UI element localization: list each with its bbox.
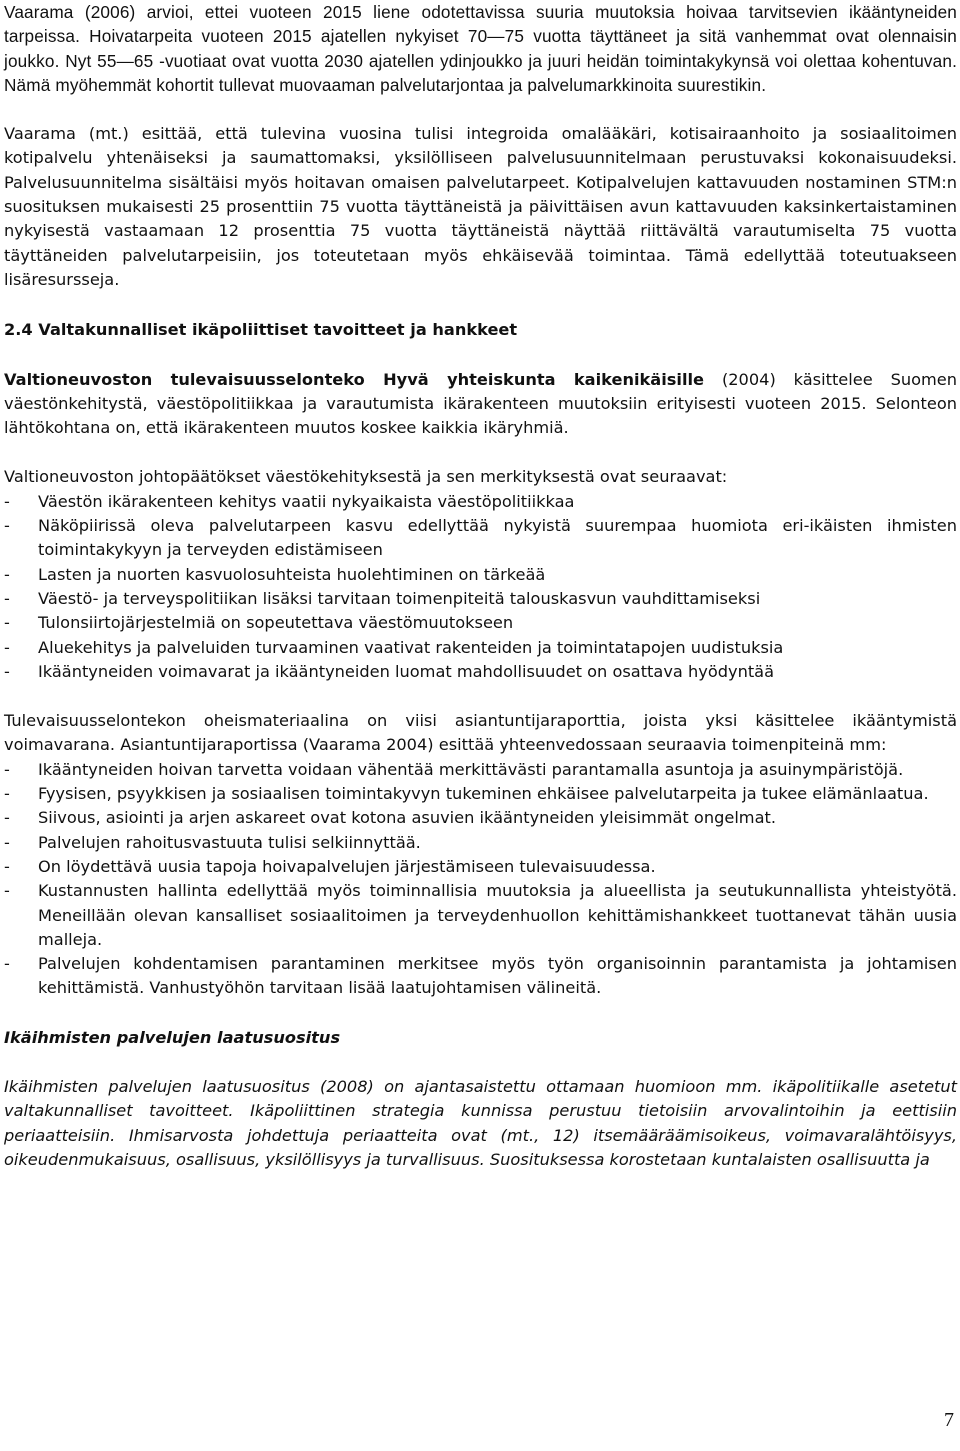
list-item: - Väestö- ja terveyspolitiikan lisäksi tarvitaan toimenpiteitä talouskasvun vauhdittamiseksi [4, 587, 957, 611]
paragraph-text-cont: myöhemmät kohortit tullevat muovaaman palvelutarjontaa ja palvelumarkkinoita suurestikin. [55, 74, 767, 95]
paragraph-johtopaatokset: Valtioneuvoston johtopäätökset väestökehityksestä ja sen merkityksestä ovat seuraavat: [4, 467, 728, 487]
paragraph-text: Vaarama (2006) arvioi, ettei vuoteen 2015 liene odotettavissa suuria muutoksia hoivaa tarvitsevien ikääntyneiden tarpeissa. Hoivatarpeita vuoteen 2015 ajatellen nykyiset 70—75 vuotta täyttäneet ja sitä vanhemmat ovat olennaisin joukko. Nyt 55—65 -vuotiaat ovat vuotta 2030 ajatellen ydinjoukko ja juuri heidän toimintakykynsä voi olettaa kohentuvan. Nämä [4, 2, 957, 95]
section-heading: 2.4 Valtakunnalliset ikäpoliittiset tavoitteet ja hankkeet [4, 320, 518, 340]
list-item: - Väestön ikärakenteen kehitys vaatii nykyaikaista väestöpolitiikkaa [4, 490, 957, 514]
list-item: - Palvelujen rahoitusvastuuta tulisi selkiinnyttää. [4, 831, 957, 855]
list-item: - Ikääntyneiden voimavarat ja ikääntyneiden luomat mahdollisuudet on osattava hyödyntää [4, 660, 957, 684]
list-item: - Tulonsiirtojärjestelmiä on sopeutettava väestömuutokseen [4, 611, 957, 635]
list-item: - Palvelujen kohdentamisen parantaminen merkitsee myös työn organisoinnin parantamista ja johtamisen kehittämistä. Vanhustyöhön tarvitaan lisää laatujohtamisen välineitä. [4, 952, 957, 1001]
list-item: - Kustannusten hallinta edellyttää myös toiminnallisia muutoksia ja alueellista ja seutukunnallista yhteistyötä. Meneillään olevan kansalliset sosiaalitoimen ja terveydenhuollon kehittämishankkeet tuottanevat tähän uusia malleja. [4, 879, 957, 952]
paragraph-tulevaisuusselonteko [4, 368, 957, 441]
paragraph-vaarama-2006 [4, 0, 957, 97]
list-item: - Lasten ja nuorten kasvuolosuhteista huolehtiminen on tärkeää [4, 563, 957, 587]
conclusions-list [4, 490, 957, 684]
list-item: - Fyysisen, psyykkisen ja sosiaalisen toimintakyvyn tukeminen ehkäisee palvelutarpeita ja tukee elämänlaatua. [4, 782, 957, 806]
paragraph-laatusuositus: Ikäihmisten palvelujen laatusuositus (2008) on ajantasaistettu ottamaan huomioon mm. ikäpolitiikalle asetetut valtakunnalliset tavoitteet. Ikäpoliittinen strategia kunnissa perustuu tietoisiin arvovalintoihin ja eettisiin periaatteisiin. Ihmisarvosta johdettuja periaatteita ovat (mt., 12) itsemääräämisoikeus, voimavaralähtöisyys, oikeudenmukaisuus, osallisuus, yksilöllisyys ja turvallisuus. Suosituksessa korostetaan kuntalaisten osallisuutta ja [4, 1076, 957, 1169]
measures-list [4, 758, 957, 1001]
list-item: - Siivous, asiointi ja arjen askareet ovat kotona asuvien ikääntyneiden yleisimmät ongelmat. [4, 806, 957, 830]
report-title: Valtioneuvoston tulevaisuusselonteko Hyvä yhteiskunta kaikenikäisille [4, 369, 705, 389]
paragraph-oheismateriaali: Tulevaisuusselontekon oheismateriaalina on viisi asiantuntijaraporttia, joista yksi käsittelee ikääntymistä voimavarana. Asiantuntijaraportissa (Vaarama 2004) esittää yhteenvedossaan seuraavia toimenpiteinä mm: [4, 711, 957, 755]
paragraph-text: (2004) käsittelee Suomen väestönkehitystä, väestöpolitiikkaa ja varautumista ikärakenteen muutoksiin erityisesti vuoteen 2015. Selonteon lähtökohtana on, että ikärakenteen muutos koskee kaikkia ikäryhmiä. [4, 369, 957, 438]
list-item: - On löydettävä uusia tapoja hoivapalvelujen järjestämiseen tulevaisuudessa. [4, 855, 957, 879]
subsection-heading: Ikäihmisten palvelujen laatusuositus [4, 1027, 341, 1047]
list-item: - Aluekehitys ja palveluiden turvaaminen vaativat rakenteiden ja toimintatapojen uudistuksia [4, 636, 957, 660]
list-item: - Ikääntyneiden hoivan tarvetta voidaan vähentää merkittävästi parantamalla asuntoja ja asuinympäristöjä. [4, 758, 957, 782]
paragraph-vaarama-mt: Vaarama (mt.) esittää, että tulevina vuosina tulisi integroida omalääkäri, kotisairaanhoito ja sosiaalitoimen kotipalvelu yhtenäiseksi ja saumattomaksi, yksilölliseen palvelusuunnitelmaan perustuvaksi kokonaisuudeksi. Palvelusuunnitelma sisältäisi myös hoitavan omaisen palvelutarpeet. Kotipalvelujen kattavuuden nostaminen STM:n suosituksen mukaisesti 25 prosenttiin 75 vuotta täyttäneistä ja päivittäisen avun kattavuuden kaksinkertaistaminen nykyisestä vastaamaan 12 prosenttia 75 vuotta täyttäneistä näyttää riittävältä varautumiselta 75 vuotta täyttäneiden palvelutarpeisiin, jos toteutetaan myös ehkäisevää toimintaa. Tämä edellyttää toteutuakseen lisäresursseja. [4, 124, 957, 289]
page-number: 7 [944, 1409, 954, 1431]
list-item: - Näköpiirissä oleva palvelutarpeen kasvu edellyttää nykyistä suurempaa huomiota eri-ikäisten ihmisten toimintakykyyn ja terveyden edistämiseen [4, 514, 957, 563]
